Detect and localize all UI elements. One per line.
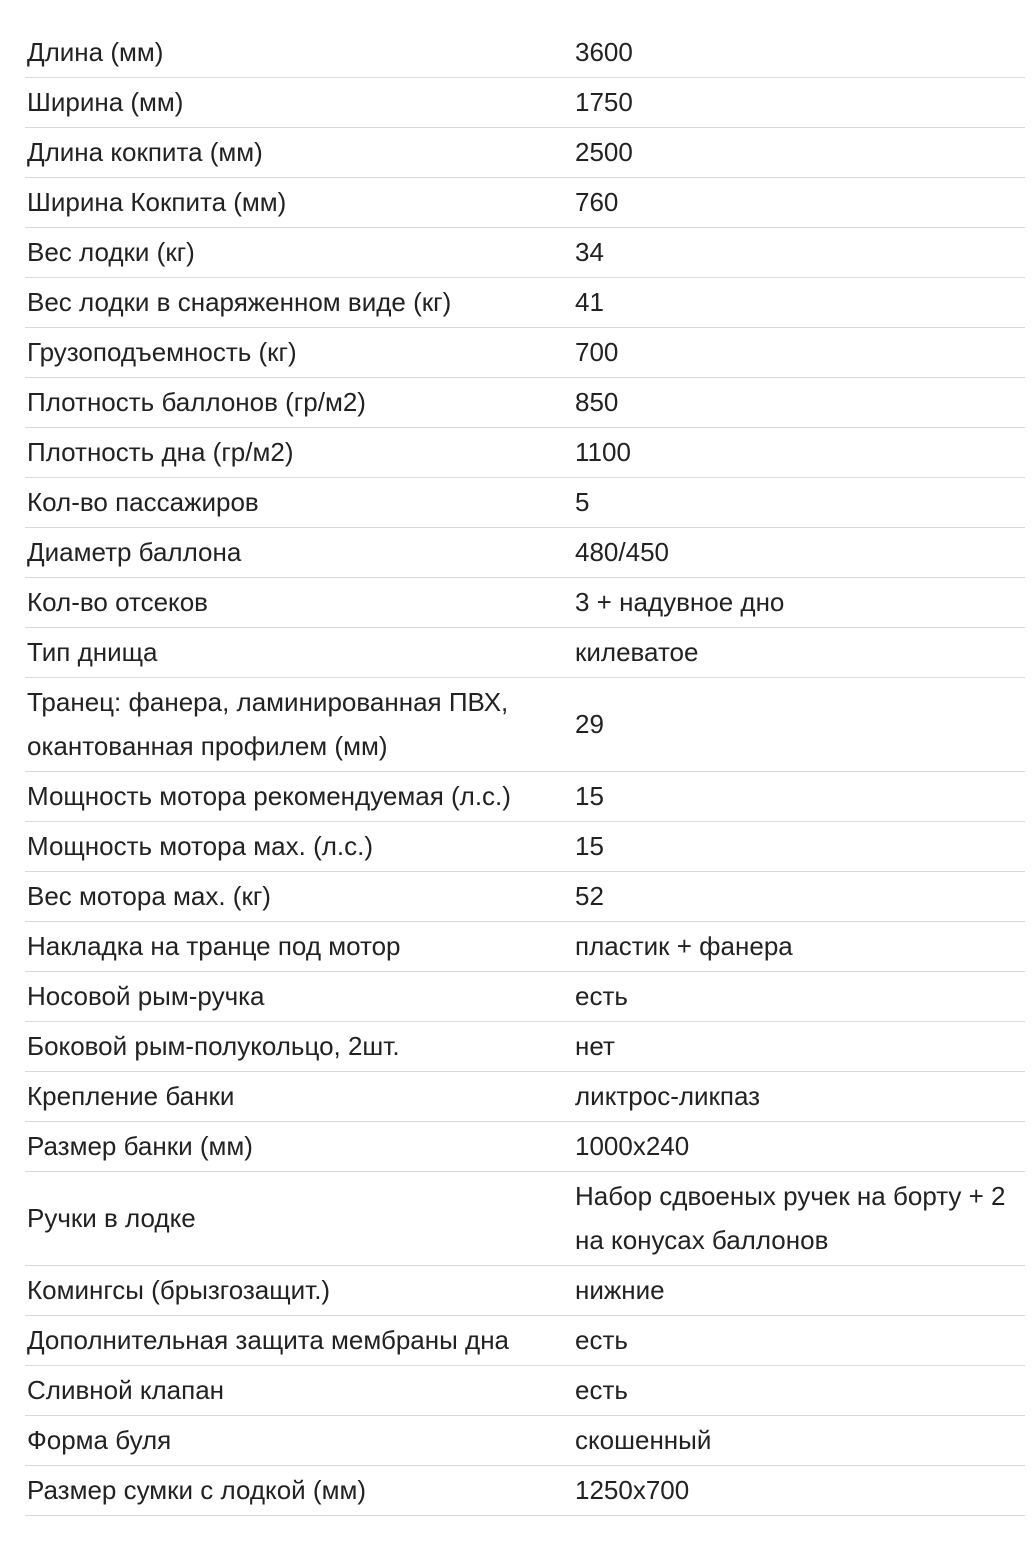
spec-value: 1000х240	[575, 1131, 690, 1161]
table-row	[25, 78, 1025, 128]
spec-value: 52	[575, 881, 604, 911]
spec-value: килеватое	[575, 637, 699, 667]
table-row	[25, 822, 1025, 872]
spec-value: нижние	[575, 1275, 665, 1305]
spec-value: 850	[575, 387, 619, 417]
spec-value: скошенный	[575, 1425, 712, 1455]
table-row	[25, 1122, 1025, 1172]
spec-value: есть	[575, 981, 628, 1011]
spec-label: Диаметр баллона	[27, 537, 242, 567]
table-row	[25, 1466, 1025, 1516]
spec-value: 1250х700	[575, 1475, 690, 1505]
spec-value: 5	[575, 487, 590, 517]
spec-value: 700	[575, 337, 619, 367]
spec-value: пластик + фанера	[575, 931, 793, 961]
table-row	[25, 1022, 1025, 1072]
table-row	[25, 1316, 1025, 1366]
table-row	[25, 478, 1025, 528]
table-row	[25, 678, 1025, 772]
spec-value: 15	[575, 831, 604, 861]
spec-label: Мощность мотора рекомендуемая (л.с.)	[27, 781, 511, 811]
table-row	[25, 378, 1025, 428]
spec-label: Накладка на транце под мотор	[27, 931, 401, 961]
spec-value: 29	[575, 709, 604, 739]
spec-value: 3 + надувное дно	[575, 587, 785, 617]
table-row	[25, 28, 1025, 78]
table-row	[25, 428, 1025, 478]
spec-label: Дополнительная защита мембраны дна	[27, 1325, 510, 1355]
spec-label: Плотность баллонов (гр/м2)	[27, 387, 366, 417]
spec-value: 15	[575, 781, 604, 811]
spec-label: Ширина Кокпита (мм)	[27, 187, 287, 217]
spec-value: 41	[575, 287, 604, 317]
spec-label: Грузоподъемность (кг)	[27, 337, 297, 367]
table-row	[25, 1366, 1025, 1416]
spec-label: Тип днища	[27, 637, 158, 667]
spec-label: Кол-во отсеков	[27, 587, 208, 617]
spec-value: 1750	[575, 87, 633, 117]
spec-label: Плотность дна (гр/м2)	[27, 437, 294, 467]
table-row	[25, 528, 1025, 578]
spec-value: ликтрос-ликпаз	[575, 1081, 761, 1111]
spec-label: Вес лодки в снаряженном виде (кг)	[27, 287, 452, 317]
spec-label: Вес мотора мах. (кг)	[27, 881, 271, 911]
spec-value: 760	[575, 187, 619, 217]
spec-value: нет	[575, 1031, 615, 1061]
table-row	[25, 772, 1025, 822]
spec-label: Транец: фанера, ламинированная ПВХ, окантованная профилем (мм)	[27, 687, 509, 761]
spec-value: есть	[575, 1325, 628, 1355]
spec-label: Носовой рым-ручка	[27, 981, 265, 1011]
spec-value: 2500	[575, 137, 633, 167]
table-row	[25, 922, 1025, 972]
table-row	[25, 278, 1025, 328]
spec-label: Длина кокпита (мм)	[27, 137, 263, 167]
spec-label: Ширина (мм)	[27, 87, 184, 117]
spec-label: Сливной клапан	[27, 1375, 225, 1405]
spec-label: Комингсы (брызгозащит.)	[27, 1275, 331, 1305]
spec-label: Ручки в лодке	[27, 1203, 196, 1233]
spec-label: Форма буля	[27, 1425, 172, 1455]
table-row	[25, 872, 1025, 922]
spec-value: 480/450	[575, 537, 669, 567]
spec-value: Набор сдвоеных ручек на борту + 2 на конусах баллонов	[575, 1181, 1006, 1255]
table-row	[25, 128, 1025, 178]
spec-label: Длина (мм)	[27, 37, 164, 67]
table-row	[25, 228, 1025, 278]
spec-value: 1100	[575, 437, 631, 467]
spec-label: Размер банки (мм)	[27, 1131, 253, 1161]
table-row	[25, 1416, 1025, 1466]
spec-value: есть	[575, 1375, 628, 1405]
spec-label: Кол-во пассажиров	[27, 487, 259, 517]
spec-label: Вес лодки (кг)	[27, 237, 195, 267]
table-row	[25, 1072, 1025, 1122]
table-row	[25, 972, 1025, 1022]
spec-label: Крепление банки	[27, 1081, 235, 1111]
table-row	[25, 1266, 1025, 1316]
table-row	[25, 1172, 1025, 1266]
table-row	[25, 328, 1025, 378]
table-row	[25, 578, 1025, 628]
spec-value: 34	[575, 237, 604, 267]
spec-label: Размер сумки с лодкой (мм)	[27, 1475, 366, 1505]
spec-table	[25, 28, 1025, 1516]
spec-label: Мощность мотора мах. (л.с.)	[27, 831, 373, 861]
table-row	[25, 178, 1025, 228]
table-row	[25, 628, 1025, 678]
spec-label: Боковой рым-полукольцо, 2шт.	[27, 1031, 400, 1061]
spec-value: 3600	[575, 37, 633, 67]
